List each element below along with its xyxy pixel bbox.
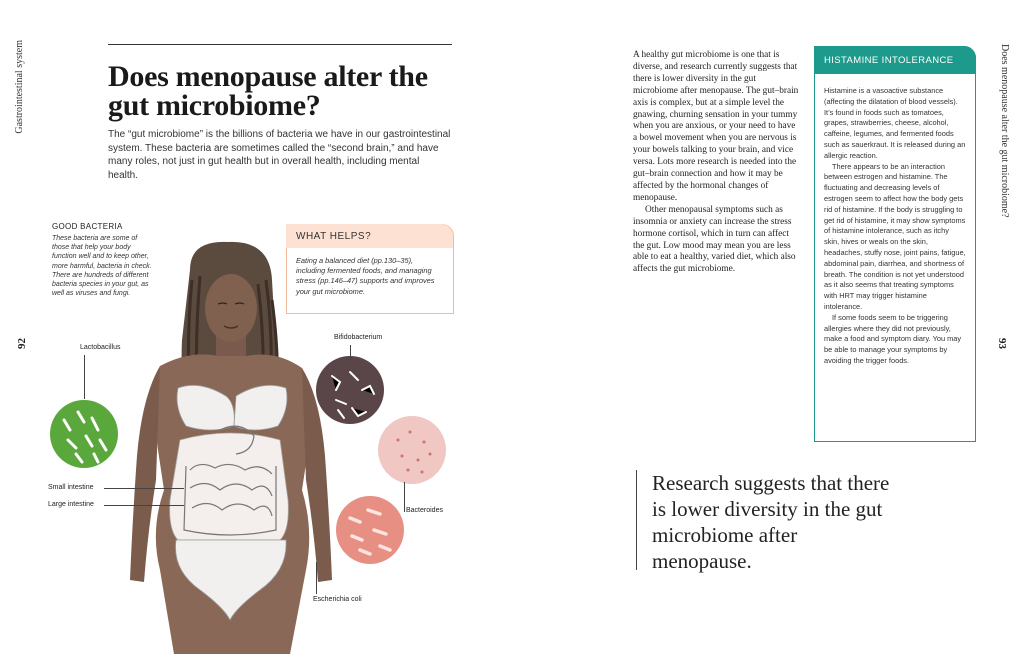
title-rule (108, 44, 452, 45)
leader-line (84, 355, 85, 399)
label-escherichia-coli: Escherichia coli (313, 596, 362, 603)
page-title: Does menopause alter the gut microbiome? (108, 60, 428, 122)
leader-line (104, 488, 184, 489)
label-lactobacillus: Lactobacillus (80, 344, 121, 351)
what-helps-text: Eating a balanced diet (pp.130–35), including fermented foods, and managing stress (pp.146–47) supports and improves your gut microbiome. (296, 256, 435, 296)
body-paragraph-2: Other menopausal symptoms such as insomnia or anxiety can increase the stress hormone cortisol, which in turn can affect the gut. Low mood may mean you are less able to eat a healthy, varied diet, which also affects the gut microbiome. (633, 204, 796, 275)
histamine-paragraph-1: Histamine is a vasoactive substance (affecting the dilatation of blood vessels). It’s found in foods such as tomatoes, grapes, strawberries, cheese, alcohol, caffeine, legumes, and fermented foods such as sauerkraut. It is released during an allergic reaction. (824, 86, 966, 160)
good-bacteria-text: These bacteria are some of those that help your body function well and to keep other, more harmful, bacteria in check. There are hundreds of different bacteria species in your gut, as well as viruses and fungi. (52, 235, 152, 298)
what-helps-heading: WHAT HELPS? (296, 231, 372, 242)
pull-quote-bar (636, 470, 637, 570)
label-bifidobacterium: Bifidobacterium (334, 334, 383, 341)
left-page-number: 92 (16, 338, 28, 349)
right-running-head: Does menopause alter the gut microbiome? (999, 44, 1010, 218)
leader-line (316, 562, 317, 594)
histamine-text (824, 86, 966, 367)
bifidobacterium-circle (316, 356, 384, 424)
leader-line (404, 482, 405, 512)
left-running-head: Gastrointestinal system (14, 40, 25, 134)
good-bacteria-heading: GOOD BACTERIA (52, 222, 123, 231)
lactobacillus-circle (50, 400, 118, 468)
histamine-heading: HISTAMINE INTOLERANCE (824, 55, 954, 66)
body-paragraph-1: A healthy gut microbiome is one that is diverse, and research currently suggests that there is lower diversity in the gut microbiome after menopause. The gut–brain axis is complex, but at a simple level the gnawing, churning sensation in your tummy when you are anxious, or your need to have a bowel movement when you are nervous is your bowels talking to your brain, and vice versa. Lots more research is needed into the gut–brain connection and how it may be affected by the hormonal changes of menopause. (633, 50, 799, 203)
label-bacteroides: Bacteroides (406, 507, 443, 514)
label-large-intestine: Large intestine (48, 501, 94, 508)
pull-quote: Research suggests that there is lower diversity in the gut microbiome after menopause. (652, 471, 890, 573)
leader-line (104, 505, 184, 506)
label-small-intestine: Small intestine (48, 484, 94, 491)
bacteroides-circle (378, 416, 446, 484)
right-page-number: 93 (996, 338, 1008, 349)
histamine-paragraph-2: There appears to be an interaction between estrogen and histamine. The fluctuating and decreasing levels of estrogen seem to affect how the body gets rid of histamine. If the body is struggling to get rid of histamine, it may show symptoms of histamine intolerance, such as itchy skin, hives or weals on the skin, headaches, stuffy nose, joint pains, fatigue, abdominal pain, diarrhea, and shortness of breath. The condition is not yet understood as it also seems that treating symptoms with HRT may trigger histamine intolerance. (824, 161, 966, 311)
escherichia-coli-circle (336, 496, 404, 564)
body-column (633, 50, 799, 276)
histamine-paragraph-3: If some foods seem to be triggering allergies where they did not previously, make a food and symptom diary. You may be able to manage your symptoms by avoiding the trigger foods. (824, 312, 962, 365)
intro-paragraph: The “gut microbiome” is the billions of bacteria we have in our gastrointestinal system. These bacteria are sometimes called the “second brain,” and have many roles, not just in gut health but in overall health, including mental health. (108, 129, 451, 181)
leader-line (350, 345, 351, 361)
